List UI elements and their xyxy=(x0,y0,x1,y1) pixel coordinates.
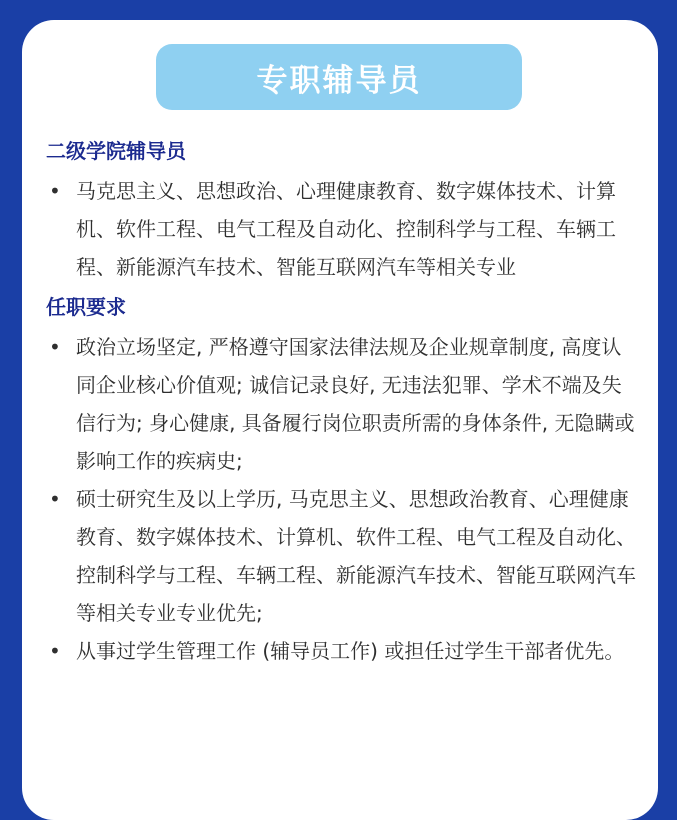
list-item-text: 硕士研究生及以上学历, 马克思主义、思想政治教育、心理健康教育、数字媒体技术、计算机、软件工程、电气工程及自动化、控制科学与工程、车辆工程、新能源汽车技术、智能互联网汽车等相关专业专业优先; xyxy=(76,487,636,625)
major-list xyxy=(46,172,636,286)
banner-title: 专职辅导员 xyxy=(256,62,422,99)
list-item xyxy=(46,480,636,632)
bullet-icon: • xyxy=(49,487,61,511)
list-item-text: 政治立场坚定, 严格遵守国家法律法规及企业规章制度, 高度认同企业核心价值观; 诚信记录良好, 无违法犯罪、学术不端及失信行为; 身心健康, 具备履行岗位职责所需的身体条件, 无隐瞒或影响工作的疾病史; xyxy=(76,335,635,473)
bullet-icon: • xyxy=(49,335,61,359)
content-body xyxy=(46,134,636,670)
list-item-text: 马克思主义、思想政治、心理健康教育、数字媒体技术、计算机、软件工程、电气工程及自动化、控制科学与工程、车辆工程、新能源汽车技术、智能互联网汽车等相关专业 xyxy=(76,179,616,279)
requirements-list xyxy=(46,328,636,670)
section-title-college-counselor: 二级学院辅导员 xyxy=(46,139,186,163)
bullet-icon: • xyxy=(49,179,61,203)
section-title-requirements: 任职要求 xyxy=(46,295,126,319)
list-item xyxy=(46,172,636,286)
list-item xyxy=(46,328,636,480)
list-item-text: 从事过学生管理工作 (辅导员工作) 或担任过学生干部者优先。 xyxy=(76,639,625,663)
bullet-icon: • xyxy=(49,639,61,663)
list-item xyxy=(46,632,636,670)
title-banner xyxy=(156,44,522,110)
